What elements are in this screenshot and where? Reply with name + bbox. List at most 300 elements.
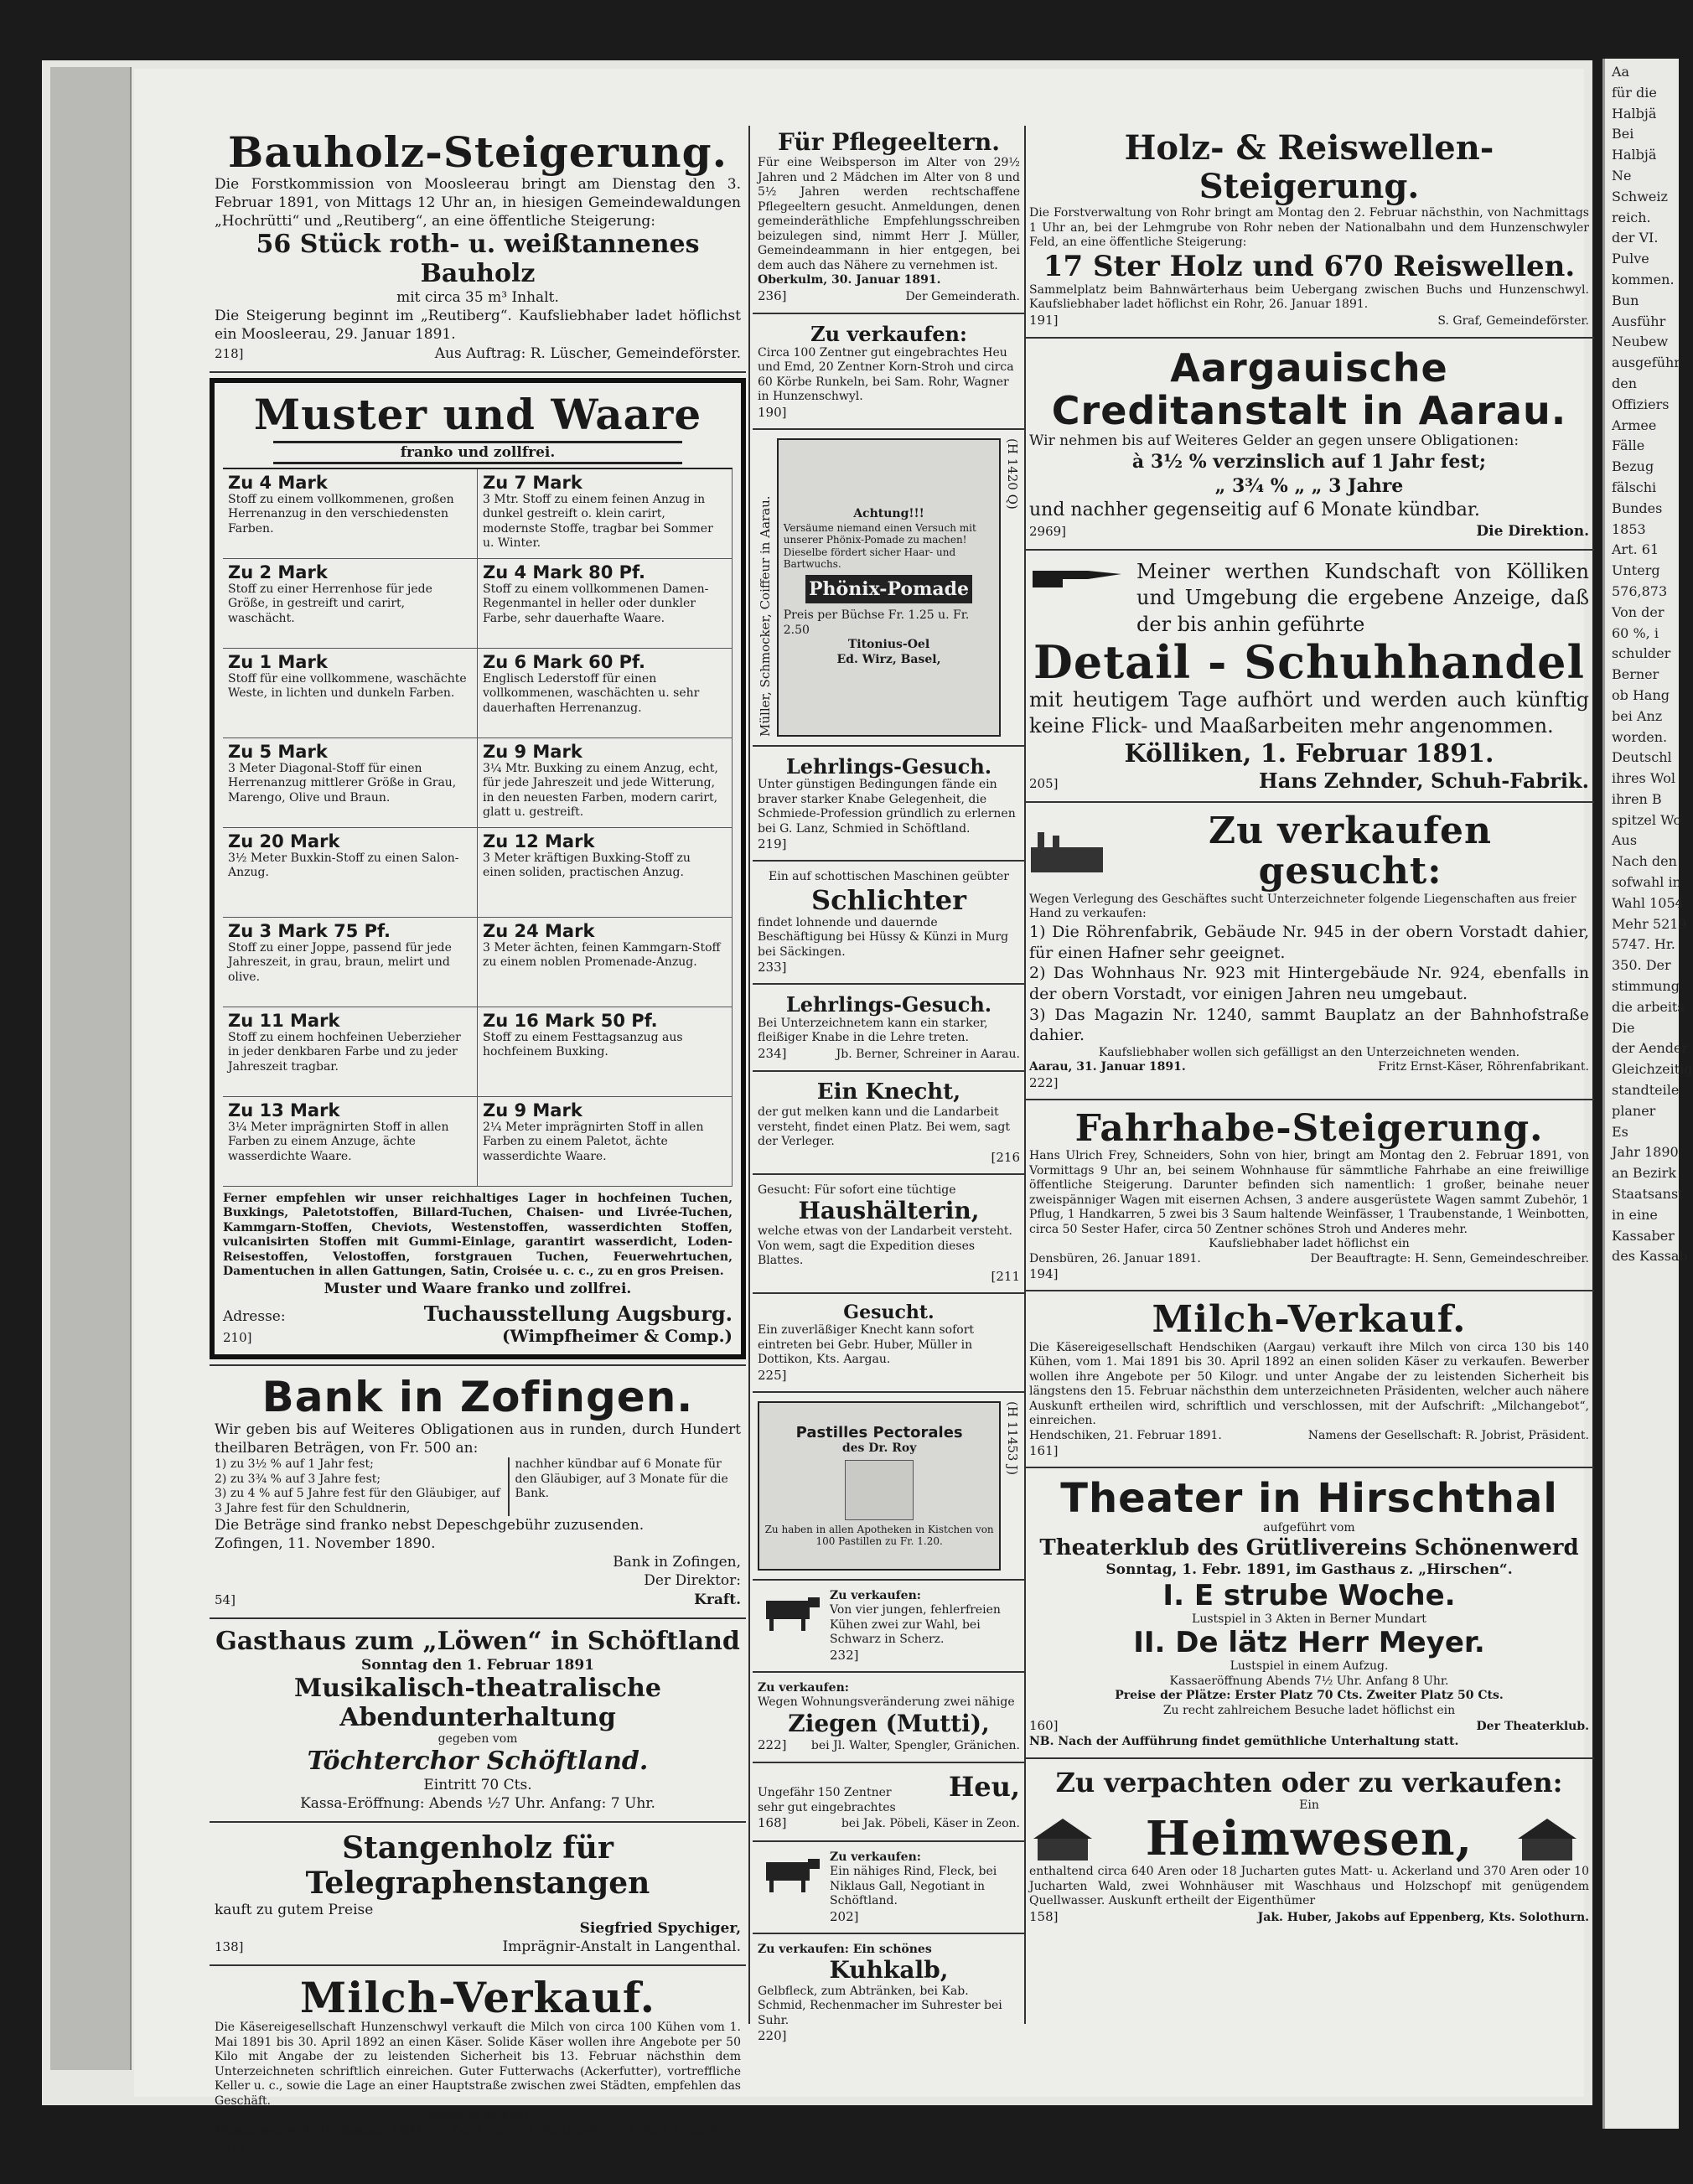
next-page-line: bei Anz [1612,707,1663,724]
ad-title: Zu verpachten oder zu verkaufen: [1055,1767,1563,1799]
ad-title: Ein Knecht, [816,1079,961,1105]
next-page-line: Ausführ [1612,313,1666,329]
ad-title: Theater in Hirschthal [1060,1475,1558,1523]
ad-title: Fahrhabe-Steigerung. [1074,1106,1544,1150]
price-description: Stoff zu einem Festtagsanzug aus hochfeinem Buxking. [483,1030,683,1059]
next-page-line: Wahl 1054 [1612,894,1684,911]
divider [1024,801,1594,803]
ad-title: Pastilles Pectorales [795,1424,963,1442]
ad-signature: Imprägnir-Anstalt in Langenthal. [502,1938,741,1956]
ad-signature: Jak. Huber, Jakobs auf Eppenberg, Kts. Solothurn. [1257,1910,1589,1924]
next-page-line: schulder [1612,645,1671,662]
ad-milch [210,1971,746,2156]
rate: „ 3¾ % „ „ 3 Jahre [1214,474,1404,497]
ad-phoenix [753,435,1025,740]
divider [210,1617,746,1619]
ad-body-2: Kaufsliebhaber ladet höflichst ein [1209,1237,1410,1251]
ad-body-2: Die Beträge sind franko nebst Depeschgebühr zuzusenden. [215,1517,645,1534]
ad-dealer: Ed. Wirz, Basel, [836,652,941,666]
ad-body: Unter günstigen Bedingungen fände ein braver starker Knabe Gelegenheit, die Schmiede-Profession gründlich zu erlernen bei G. Lanz, Schmied in Schöftland. [758,778,1016,836]
pointing-hand-icon [1029,559,1130,593]
ad-schuhhandel [1024,556,1594,796]
price-cell [478,559,733,649]
ad-pre: Ein auf schottischen Maschinen geübter [769,870,1009,884]
ad-signature: Der Theaterklub. [1476,1720,1589,1734]
ad-number: 190] [758,404,787,420]
divider [753,428,1025,430]
ad-body: Für eine Weibsperson im Alter von 29½ Jahren und 2 Mädchen im Alter von 8 und 5½ Jahren werden rechtschaffene Pflegeeltern gesucht. Anmeldungen, denen gemeinderäthliche Empfehlungsschreiben beizulegen sind, nimmt Herr J. Müller, Gemeindeammann in hier entgegen, bei dem auch das Nähere zu vernehmen ist. [758,156,1020,272]
next-page-edge [1602,59,1693,2129]
ad-by: gegeben vom [437,1732,518,1747]
price-cell [478,1097,733,1187]
ad-haushaelterin [753,1180,1025,1287]
ad-number: 168] [758,1815,787,1831]
ad-number: 222] [1029,1074,1059,1090]
divider [1024,1467,1594,1468]
price-cell [223,469,478,559]
next-page-line: Kassaber [1612,1227,1675,1244]
price-heading: Zu 24 Mark [483,920,595,941]
ad-footer: Ferner empfehlen wir unser reichhaltiges Lager in hochfeinen Tuchen, Buxkings, Paletotstoffen, Billard-Tuchen, Chaisen- und Livrée-Tuchen, Kammgarn-Stoffen, Cheviots, Westenstoffen, wasserdichten Stoffen, vulcanisirten Stoffen mit Gummi-Einlage, garantirt wasserdicht, Loden-Reisestoffen, Velostoffen, forstgrauen Tuchen, Feuerwehrtuchen, Damentuchen in allen Gattungen, Satin, Croisée u. c. c., zu en gros Preisen. [223,1191,733,1279]
ad-pre: Wegen Wohnungsveränderung zwei nähige [758,1695,1015,1710]
next-page-line: ausgeführ [1612,355,1680,371]
column-1 [210,126,746,2156]
play-1: I. E strube Woche. [1162,1578,1456,1612]
ad-title: Zu verkaufen: [830,1850,921,1864]
price-description: Stoff zu einer Joppe, passend für jede Jahreszeit, in grau, braun, melirt und olive. [228,940,452,984]
ad-body: Wir geben bis auf Weiteres Obligationen aus in runden, durch Hundert theilbaren Beträgen, von Fr. 500 an: [215,1421,741,1457]
ad-number: 158] [1029,1908,1059,1924]
divider [753,1762,1025,1763]
ad-body: Die Käsereigesellschaft Hendschiken (Aargau) verkauft ihre Milch von circa 130 bis 140 Kühen, vom 1. Mai 1891 bis 30. April 1892 an einen soliden Käser zu verkaufen. Bewerber wollen ihre Angebote per 50 Kilogr. und unter Angabe der zu leistenden Sicherheit bis längstens den 15. Februar nächsthin dem unterzeichneten Präsidenten, welcher auch nähere Auskunft ertheilen wird, schriftlich und verschlossen, mit der Aufschrift: „Milchangebot“, einreichen. [1029,1340,1589,1428]
ad-stangen [210,1828,746,1959]
ad-verkauf-heu [753,319,1025,423]
next-page-line: für die [1612,84,1657,101]
ad-body: Ein zuverläßiger Knecht kann sofort eintreten bei Gebr. Huber, Müller in Dottikon, Kts. Aargau. [758,1323,975,1367]
next-page-line: Staatsanst [1612,1186,1684,1203]
address: Tuchausstellung Augsburg. [423,1301,733,1326]
next-page-line: Unterg [1612,562,1660,579]
ad-body: bei Jak. Pöbeli, Käser in Zeon. [841,1817,1020,1831]
next-page-line: ihres Wol [1612,770,1675,787]
next-page-line: Halbjä [1612,147,1657,163]
ad-number: 161] [1029,1443,1059,1459]
ad-title: Zu verkaufen gesucht: [1208,810,1493,893]
ad-number: 191] [1029,312,1059,328]
ad-title: Zu verkaufen: [810,322,967,347]
ad-number: 232] [830,1647,859,1663]
ad-place: Hunzenschwyl, 26. Januar 1891. [215,2123,427,2137]
column-rule [748,126,750,2024]
ad-invite: Zu recht zahlreichem Besuche ladet höflichst ein [1162,1703,1456,1717]
price-heading: Zu 12 Mark [483,831,595,851]
divider [210,1364,746,1366]
price-heading: Zu 5 Mark [228,741,328,762]
next-page-line: an Bezirk [1612,1165,1677,1182]
ad-code: (H 1420 Q) [1005,437,1020,510]
pastilles-image [758,1401,1001,1571]
next-page-line: planer [1612,1102,1656,1119]
price-description: Stoff für eine vollkommene, waschächte Weste, in lichten und dunkeln Farben. [228,671,467,701]
ad-pflegeeltern [753,126,1025,308]
divider [753,1671,1025,1673]
price-cell [223,828,478,918]
ad-body: findet lohnende und dauernde Beschäftigung bei Hüssy & Künzi in Murg bei Säckingen. [758,915,1009,959]
ad-signature: Die Direktion. [1476,523,1589,541]
ad-number: 219] [758,836,787,852]
price-cell [223,1097,478,1187]
ad-pastilles [753,1398,1025,1574]
ad-creditanstalt [1024,344,1594,544]
divider [753,1070,1025,1072]
ad-big: Kuhkalb, [829,1956,949,1985]
divider [753,1840,1025,1842]
ad-headline: 56 Stück roth- u. weißtannenes Bauholz [256,230,700,288]
price-description: 2¼ Meter imprägnirten Stoff in allen Farben zu einem Paletot, ächte wasserdichte Waare. [483,1120,704,1163]
divider [753,860,1025,862]
ad-signature: Der Präsident der Gesellschaft: Rud. Rohr, Regt. [451,2123,741,2137]
price-heading: Zu 4 Mark 80 Pf. [483,562,646,582]
ad-big: Heimwesen, [1145,1810,1473,1866]
ad-signature: Der Beauftragte: H. Senn, Gemeindeschreiber. [1310,1251,1589,1265]
next-page-line: 1853 [1612,520,1646,537]
next-page-line: Armee [1612,417,1657,433]
ad-kuehe [753,1586,1025,1666]
next-page-line: Es [1612,1123,1628,1140]
ad-pre: Gesucht: Für sofort eine tüchtige [758,1183,956,1197]
divider [210,371,746,373]
property-item: 2) Das Wohnhaus Nr. 923 mit Hintergebäude Nr. 924, ebenfalls in der obern Vorstadt, vor einigen Jahren neu umgebaut. [1029,964,1589,1003]
next-page-line: Bundes [1612,499,1663,516]
ad-body: Von vier jungen, fehlerfreien Kühen zwei zur Wahl, bei Schwarz in Scherz. [830,1603,1001,1647]
ad-body: Die Forstverwaltung von Rohr bringt am Montag den 2. Februar nächsthin, von Nachmittags 1 Uhr an, bei der Lehmgrube von Rohr neben der Nationalbahn und dem Hunzenschwyler Feld, an eine öffentliche Steigerung: [1029,206,1589,249]
ad-detail: mit circa 35 m³ Inhalt. [396,289,559,307]
house-icon [1497,1814,1589,1864]
price-heading: Zu 11 Mark [228,1010,340,1031]
price-grid [223,468,733,1187]
ad-info: Auskunft ertheilt [427,2109,529,2123]
next-page-line: sofwahl in [1612,874,1681,891]
price-description: 3 Meter Diagonal-Stoff für einen Herrenanzug mittlerer Größe in Grau, Marengo, Olive und Braun. [228,761,457,805]
next-page-line: den [1612,375,1638,391]
next-page-line: Ne [1612,167,1632,184]
ad-intro: Meiner werthen Kundschaft von Kölliken und Umgebung die ergebene Anzeige, daß der bis anhin geführte [1136,560,1589,636]
ad-title: Heu, [949,1771,1020,1804]
ad-body: Zu haben in allen Apotheken in Kistchen von 100 Pastillen zu Fr. 1.20. [764,1523,994,1547]
ad-body-2: Kaufsliebhaber wollen sich gefälligst an den Unterzeichneten wenden. [1098,1045,1520,1059]
play-2: II. De lätz Herr Meyer. [1133,1626,1485,1660]
ad-number: [216 [991,1149,1020,1165]
ad-signature: Kraft. [694,1591,741,1608]
price-heading: Zu 16 Mark 50 Pf. [483,1010,658,1031]
ad-number: 54] [215,1591,236,1607]
ad-title: Milch-Verkauf. [1152,1298,1467,1342]
ad-entry: Eintritt 70 Cts. [423,1777,532,1794]
price-description: Stoff zu einem vollkommenen, großen Herrenanzug in den verschiedensten Farben. [228,492,454,536]
ad-body: mit heutigem Tage aufhört und werden auch künftig keine Flick- und Maaßarbeiten mehr angenommen. [1029,688,1589,738]
ad-heimwesen [1024,1764,1594,1928]
ad-times: Kassaeröffnung Abends 7½ Uhr. Anfang 8 Uhr. [1169,1674,1449,1688]
ad-number: 194] [1029,1266,1059,1282]
ad-signature: Bank in Zofingen, [613,1554,741,1571]
phoenix-image [777,438,1002,737]
price-heading: Zu 6 Mark 60 Pf. [483,651,646,672]
ad-headline: 17 Ster Holz und 670 Reiswellen. [1043,249,1576,283]
ad-body: Die Forstkommission von Moosleerau bringt am Dienstag den 3. Februar 1891, von Mittags 12 Uhr an, in hiesigen Gemeindewaldungen „Hochrütti“ und „Reutiberg“, an eine öffentliche Steigerung: [215,176,741,230]
next-page-line: Berner [1612,666,1659,683]
price-heading: Zu 3 Mark 75 Pf. [228,920,391,941]
ad-loewen [210,1624,746,1817]
ad-body: Die Käsereigesellschaft Hunzenschwyl verkauft die Milch von circa 100 Kühen vom 1. Mai 1891 bis 30. April 1892 an einen Käser. Solide Käser wollen ihre Angebote per 50 Kilo mit Angabe der zu leistenden Sicherheit bis 13. Februar nächsthin dem Unterzeichneten schriftlich einreichen. Guter Futterwachs (Ackerfutter), vortreffliche Keller u. c., sowie die Lage an einer Hauptstraße zwischen zwei Städten, empfehlen das Geschäft. [215,2021,741,2108]
ad-times: Kassa-Eröffnung: Abends ½7 Uhr. Anfang: 7 Uhr. [300,1795,655,1813]
ad-subtitle: franko und zollfrei. [273,441,682,464]
ad-code: (H 11453 J) [1005,1400,1020,1475]
next-page-line: worden. [1612,728,1668,745]
ad-kuhkalb [753,1939,1025,2047]
price-description: 3 Meter kräftigen Buxking-Stoff zu einen soliden, practischen Anzug. [483,851,691,880]
ad-place: Oberkulm, 30. Januar 1891. [758,273,941,287]
divider [210,1964,746,1966]
ad-title: Bank in Zofingen. [261,1372,694,1421]
ad-zu-verkaufen-gesucht [1024,808,1594,1094]
divider [1024,1099,1594,1100]
divider [753,1173,1025,1175]
ad-body-2: Sammelplatz beim Bahnwärterhaus beim Uebergang zwischen Buchs und Hunzenschwyl. Kaufsliebhaber ladet höflichst ein Rohr, 26. Januar 1891. [1029,282,1589,312]
ad-body: der gut melken kann und die Landarbeit versteht, findet einen Platz. Bei wem, sagt der Verleger. [758,1105,1010,1149]
column-3 [1024,126,1594,1928]
rate: 2) zu 3¾ % auf 3 Jahre fest; [215,1472,381,1486]
divider [753,1391,1025,1393]
ad-milch-hendschiken [1024,1296,1594,1462]
cow-icon [758,1850,825,1897]
ad-place: Hendschiken, 21. Februar 1891. [1029,1428,1222,1442]
ad-title: Lehrlings-Gesuch. [785,992,992,1017]
factory-icon [1029,829,1105,875]
ad-body: enthaltend circa 640 Aren oder 18 Jucharten gutes Matt- u. Ackerland und 370 Aren oder 10 Jucharten Wald, zwei Wohnhäuser mit Waschhaus und Holzschopf mit genügendem Quellwasser. Auskunft ertheilt der Eigenthümer [1029,1865,1589,1908]
next-page-line: Bun [1612,292,1639,308]
next-page-line: Aa [1612,64,1630,80]
divider [753,983,1025,985]
next-page-line: Offiziers [1612,396,1670,412]
ad-oil: Titonius-Oel [847,638,930,652]
ad-number: 233] [758,960,787,976]
ad-signature: Fritz Ernst-Käser, Röhrenfabrikant. [1378,1060,1589,1074]
next-page-line: Nach den [1612,853,1677,870]
ad-number: 218] [215,345,244,361]
price-description: 3 Mtr. Stoff zu einem feinen Anzug in dunkel gestreift o. klein carirt, modernste Stoffe, tragbar bei Sommer u. Winter. [483,492,713,551]
next-page-line: Pulve [1612,251,1649,267]
ad-body: Wir nehmen bis auf Weiteres Gelder an gegen unsere Obligationen: [1029,432,1520,450]
divider [753,745,1025,747]
divider [1024,1290,1594,1291]
ad-body: Wegen Verlegung des Geschäftes sucht Unterzeichneter folgende Liegenschaften aus freier Hand zu verkaufen: [1029,892,1577,921]
next-page-line: 5747. Hr. [1612,936,1675,953]
price-heading: Zu 1 Mark [228,651,328,672]
angel-illustration [845,1460,914,1520]
ad-title: Gasthaus zum „Löwen“ in Schöftland [215,1626,740,1656]
next-page-line: Fälle [1612,437,1645,454]
divider [1024,1757,1594,1759]
next-page-line: in eine [1612,1206,1658,1223]
price-description: 3½ Meter Buxkin-Stoff zu einen Salon-Anzug. [228,851,459,880]
price-heading: Zu 9 Mark [483,1100,582,1120]
price-description: Stoff zu einem hochfeinen Ueberzieher in jeder denkbaren Farbe und zu jeder Jahreszeit tragbar. [228,1030,461,1074]
next-page-line: 576,873 [1612,582,1668,599]
next-page-line: Mehr 5219 [1612,915,1687,932]
ad-holz [1024,126,1594,332]
ad-gesucht [753,1299,1025,1386]
ad-bank [210,1371,746,1612]
ad-number: 210] [223,1329,252,1345]
ad-rind [753,1847,1025,1928]
price-description: Englisch Lederstoff für einen vollkommenen, waschächten u. sehr dauerhaften Herrenanzug. [483,671,700,715]
ad-title: Detail - Schuhhandel [1033,634,1585,689]
ad-pre: Ein [1299,1798,1319,1813]
ad-number: 234] [758,1045,787,1061]
next-page-line: der VI. [1612,230,1659,246]
ad-event: Musikalisch-theatralische Abendunterhaltung [294,1674,661,1732]
price-description: 3¼ Meter imprägnirten Stoff in allen Farben zu einem Anzuge, ächte wasserdichte Waare. [228,1120,449,1163]
side-text: Müller, Schmocker, Coiffeur in Aarau. [758,495,773,737]
ad-body: kauft zu gutem Preise [215,1902,374,1919]
ad-knecht [753,1077,1025,1167]
ad-title: Zu verkaufen: [830,1588,921,1602]
address-2: (Wimpfheimer & Comp.) [501,1325,733,1346]
ad-place: Zofingen, 11. November 1890. [215,1535,436,1553]
price-heading: Zu 2 Mark [228,562,328,582]
rate: à 3½ % verzinslich auf 1 Jahr fest; [1131,451,1487,474]
price-cell [478,828,733,918]
divider [753,1579,1025,1581]
ad-title: Bauholz-Steigerung. [227,127,728,177]
ad-title: Zu verkaufen: Ein schönes [758,1942,932,1956]
price-cell [223,559,478,649]
divider [1024,549,1594,551]
ad-signature: Der Direktor: [644,1572,741,1590]
next-page-line: stimmung [1612,978,1680,995]
price-cell [223,1007,478,1097]
ad-title: Aargauische Creditanstalt in Aarau. [1051,345,1567,433]
ad-sub: des Dr. Roy [841,1441,917,1456]
ad-number: 236] [758,287,787,303]
ad-body: Ein nähiges Rind, Fleck, bei Niklaus Gall, Negotiant in Schöftland. [830,1865,997,1908]
ad-pre: Ungefähr 150 Zentner sehr gut eingebrachtes [758,1786,896,1814]
ad-body-2: Die Steigerung beginnt im „Reutiberg“. Kaufsliebhaber ladet höflichst ein Moosleerau, 29. Januar 1891. [215,308,741,344]
ad-nb: NB. Nach der Aufführung findet gemüthliche Unterhaltung statt. [1029,1734,1459,1748]
divider [210,1821,746,1823]
price-heading: Zu 20 Mark [228,831,340,851]
ad-body: bei Jl. Walter, Spengler, Gränichen. [810,1738,1020,1752]
ad-lehrling-2 [753,990,1025,1065]
next-page-line: Aus [1612,832,1638,849]
ad-schlichter [753,867,1025,978]
next-page-line: 350. Der [1612,957,1671,974]
ad-title: Holz- & Reiswellen-Steigerung. [1124,128,1494,206]
price-cell [223,918,478,1007]
ad-place: Densbüren, 26. Januar 1891. [1029,1251,1201,1265]
ad-number: 197] [215,2138,244,2154]
price-heading: Zu 9 Mark [483,741,582,762]
ad-big: Ziegen (Mutti), [788,1709,990,1737]
divider [1024,337,1594,339]
next-page-line: Halbjä [1612,105,1657,122]
ad-title: Milch-Verkauf. [299,1973,656,2023]
ad-top: Achtung!!! [853,507,924,521]
ad-place: Kölliken, 1. Februar 1891. [1124,738,1494,769]
ad-body: Bei Unterzeichnetem kann ein starker, fleißiger Knabe in die Lehre treten. [758,1016,988,1045]
ad-title: Stangenholz für Telegraphenstangen [305,1830,650,1901]
ad-signature: Hans Zehnder, Schuh-Fabrik. [1259,769,1589,794]
price-heading: Zu 7 Mark [483,472,582,493]
property-item: 3) Das Magazin Nr. 1240, sammt Bauplatz an der Bahnhofstraße dahier. [1029,1005,1589,1045]
property-item: 1) Die Röhrenfabrik, Gebäude Nr. 945 in der obern Vorstadt dahier, für einen Hafner sehr geeignet. [1029,922,1589,962]
next-page-text [1605,59,1693,1271]
ad-lehrling-1 [753,752,1025,856]
ad-title: Zu verkaufen: [758,1680,849,1695]
ad-signature: S. Graf, Gemeindeförster. [1437,313,1589,328]
ad-muster [210,378,746,1359]
price-heading: Zu 13 Mark [228,1100,340,1120]
ad-body: Hans Ulrich Frey, Schneiders, Sohn von hier, bringt am Montag den 2. Februar 1891, von Vormittags 9 Uhr an, bei seinem Wohnhause für sämmtliche Fahrhabe an eine freiwillige öffentliche Steigerung. Darunter befinden sich namentlich: 1 großer, beinahe neuer zweispänniger Wagen mit eisernen Achsen, 3 andere ausgerüstete Wagen sammt Zubehör, 1 Pflug, 1 Handkarren, 5 zwei bis 3 Saum haltende Weinfässer, 1 Traubenstande, 1 Weinbotten, circa 50 Sester Hafer, circa 50 Zentner schönes Stroh und Anderes mehr. [1029,1149,1589,1236]
address-label: Adresse: [223,1307,286,1325]
next-page-line: Deutschl [1612,749,1672,766]
ad-price: Preis per Büchse Fr. 1.25 u. Fr. 2.50 [783,608,970,637]
divider [753,313,1025,314]
ad-title: Phönix-Pomade [805,575,972,603]
ad-by: aufgeführt vom [1263,1521,1355,1535]
ad-signature: Siegfried Spychiger, [579,1920,741,1938]
next-page-line: ob Hang [1612,686,1670,703]
price-cell [223,738,478,828]
rate: 1) zu 3½ % auf 1 Jahr fest; [215,1457,374,1472]
ad-bauholz [210,126,746,366]
next-page-line: Bezug [1612,458,1654,475]
next-page-line: die arbeits [1612,998,1685,1015]
ad-number: 220] [758,2028,787,2044]
ad-number: [211 [991,1268,1020,1284]
price-cell [478,1007,733,1097]
ad-number: 225] [758,1367,787,1383]
price-description: 3 Meter ächten, feinen Kammgarn-Stoff zu einem noblen Promenade-Anzug. [483,940,721,970]
ad-title: Für Pflegeeltern. [778,128,1000,156]
ad-number: 222] [758,1736,787,1752]
ad-date: Sonntag, 1. Febr. 1891, im Gasthaus z. „Hirschen“. [1105,1561,1513,1579]
ad-desc: Versäume niemand einen Versuch mit unserer Phönix-Pomade zu machen! Dieselbe fördert sicher Haar- und Bartwuchs. [783,521,976,570]
next-page-line: Die [1612,1019,1635,1036]
ad-footer-2: Muster und Waare franko und zollfrei. [324,1280,632,1297]
price-description: Stoff zu einer Herrenhose für jede Größe, in gestreift und carirt, waschächt. [228,582,432,625]
ad-date: Sonntag den 1. Februar 1891 [360,1657,595,1674]
next-page-line: standteile [1612,1082,1680,1099]
price-description: Stoff zu einem vollkommenen Damen-Regenmantel in heller oder dunkler Farbe, sehr dauerhafte Waare. [483,582,709,625]
next-page-line: kommen. [1612,271,1675,287]
cow-icon [758,1589,825,1635]
price-cell [478,738,733,828]
rate-note: nachher kündbar auf 6 Monate für den Gläubiger, auf 3 Monate für die Bank. [508,1457,741,1516]
ad-number: 205] [1029,776,1059,792]
ad-fahrhabe [1024,1105,1594,1285]
play-1-sub: Lustspiel in 3 Akten in Berner Mundart [1192,1612,1426,1626]
price-heading: Zu 4 Mark [228,472,328,493]
next-page-line: ihren B [1612,790,1662,807]
play-2-sub: Lustspiel in einem Aufzug. [1230,1659,1389,1674]
ad-heu [753,1768,1025,1835]
ad-number: 138] [215,1939,244,1955]
next-page-line: fälschi [1612,479,1657,495]
ad-body: welche etwas von der Landarbeit versteht. Von wem, sagt die Expedition dieses Blattes. [758,1224,1012,1268]
column-2 [753,126,1025,2047]
ad-title: Muster und Waare [253,389,702,439]
